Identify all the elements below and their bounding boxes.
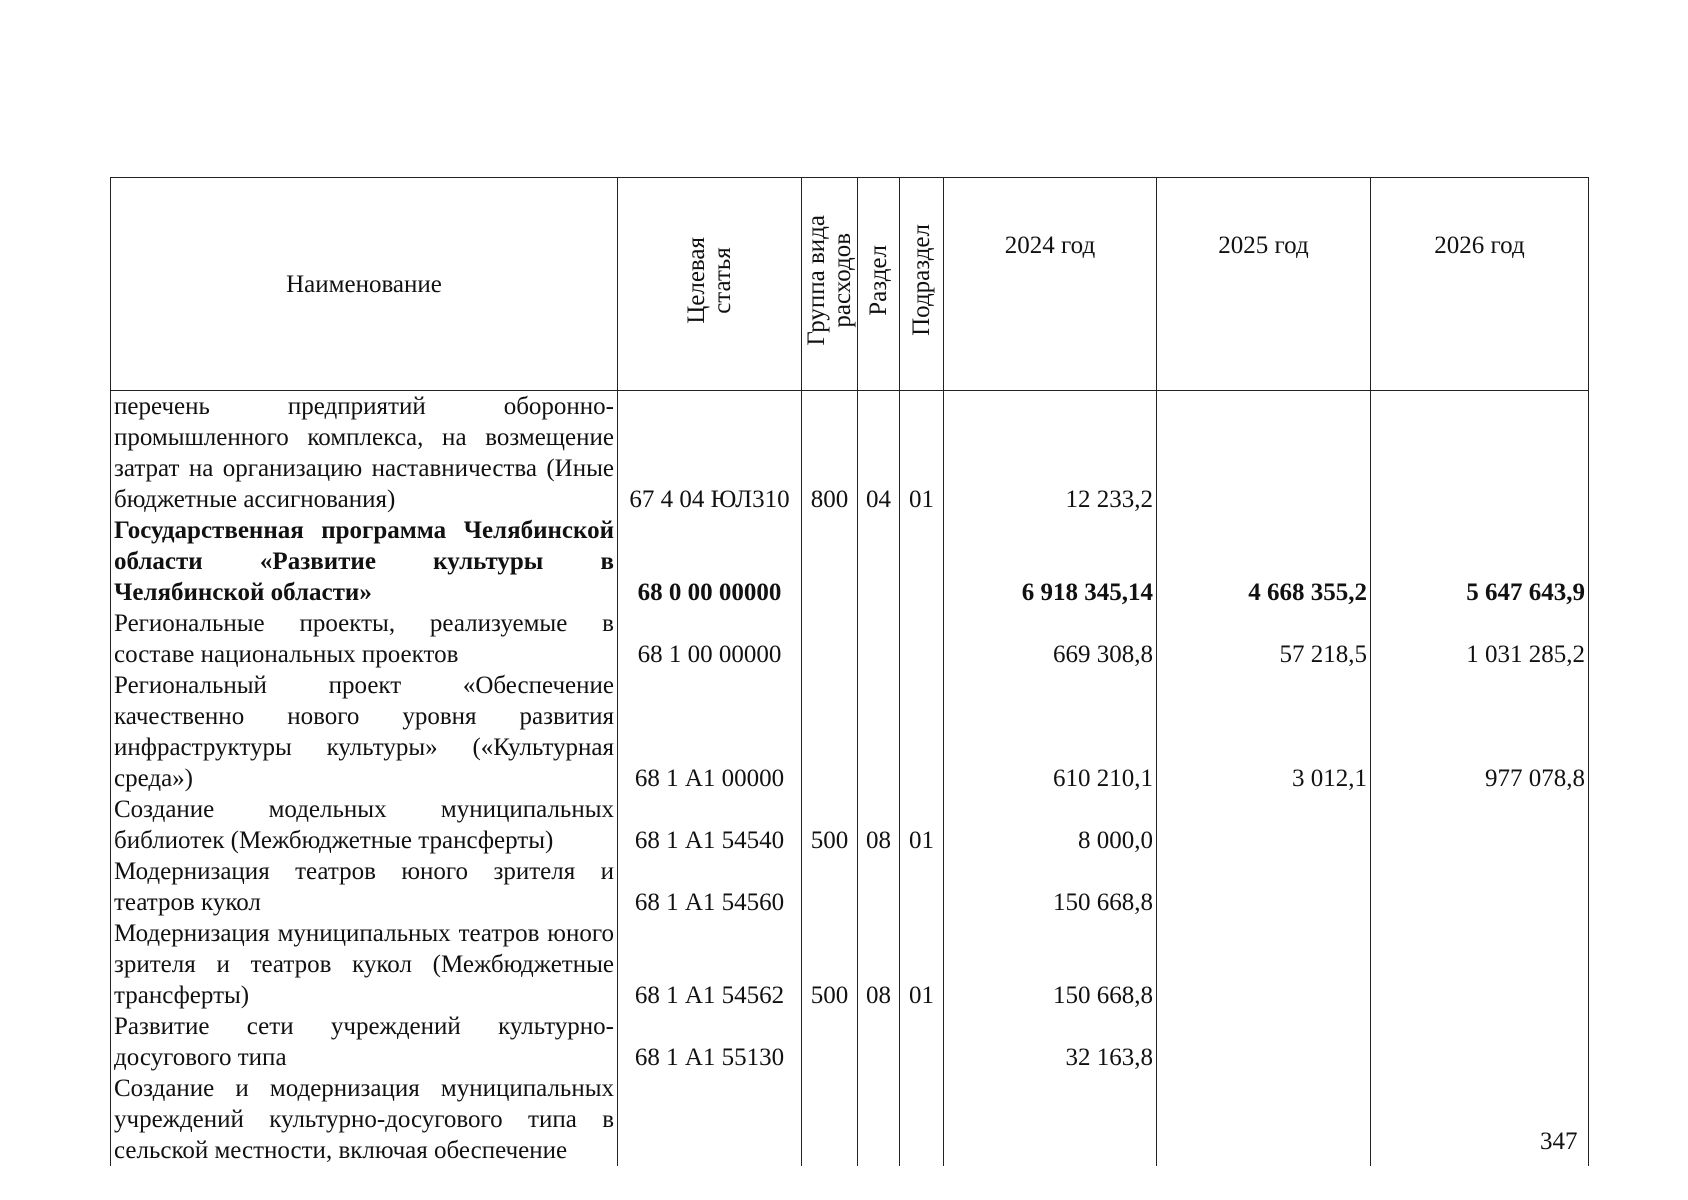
cell-2025 xyxy=(1157,1011,1371,1073)
cell-2024 xyxy=(944,1073,1157,1166)
cell-name: Региональный проект «Обеспечение качественно нового уровня развития инфраструктуры культуры» («Культурная среда») xyxy=(111,670,618,794)
cell-group xyxy=(802,1073,858,1166)
cell-section xyxy=(858,1073,900,1166)
cell-2025 xyxy=(1157,1073,1371,1166)
cell-group: 500 xyxy=(802,794,858,856)
cell-subsection: 01 xyxy=(900,391,944,516)
header-2026: 2026 год xyxy=(1371,178,1589,391)
cell-name: Развитие сети учреждений культурно-досугового типа xyxy=(111,1011,618,1073)
cell-target: 68 1 А1 54540 xyxy=(618,794,802,856)
cell-subsection: 01 xyxy=(900,918,944,1011)
table-row xyxy=(111,1011,1589,1073)
table-row xyxy=(111,391,1589,516)
cell-target: 67 4 04 ЮЛ310 xyxy=(618,391,802,516)
cell-2026: 5 647 643,9 xyxy=(1371,515,1589,608)
cell-subsection xyxy=(900,856,944,918)
page-number: 347 xyxy=(1540,1128,1578,1155)
table-row xyxy=(111,918,1589,1011)
header-target: Целевая статья xyxy=(618,178,802,391)
cell-2025 xyxy=(1157,918,1371,1011)
cell-2026 xyxy=(1371,856,1589,918)
cell-target: 68 1 А1 54560 xyxy=(618,856,802,918)
table-body xyxy=(111,391,1589,1167)
cell-group xyxy=(802,1011,858,1073)
cell-section: 08 xyxy=(858,918,900,1011)
cell-subsection xyxy=(900,608,944,670)
cell-subsection: 01 xyxy=(900,794,944,856)
cell-subsection xyxy=(900,670,944,794)
cell-target: 68 1 А1 54562 xyxy=(618,918,802,1011)
cell-2026 xyxy=(1371,391,1589,516)
cell-2024: 12 233,2 xyxy=(944,391,1157,516)
cell-group xyxy=(802,856,858,918)
cell-subsection xyxy=(900,1011,944,1073)
cell-name: Модернизация муниципальных театров юного зрителя и театров кукол (Межбюджетные трансферты) xyxy=(111,918,618,1011)
cell-2025 xyxy=(1157,856,1371,918)
table-row xyxy=(111,794,1589,856)
cell-group xyxy=(802,670,858,794)
cell-2024: 669 308,8 xyxy=(944,608,1157,670)
table-row xyxy=(111,515,1589,608)
cell-group: 800 xyxy=(802,391,858,516)
header-group: Группа вида расходов xyxy=(802,178,858,391)
cell-2024: 6 918 345,14 xyxy=(944,515,1157,608)
header-section: Раздел xyxy=(858,178,900,391)
cell-2026 xyxy=(1371,918,1589,1011)
cell-target: 68 1 00 00000 xyxy=(618,608,802,670)
cell-target: 68 1 А1 00000 xyxy=(618,670,802,794)
budget-table xyxy=(110,177,1589,1166)
cell-2024: 32 163,8 xyxy=(944,1011,1157,1073)
cell-2026: 1 031 285,2 xyxy=(1371,608,1589,670)
cell-group xyxy=(802,515,858,608)
cell-2024: 8 000,0 xyxy=(944,794,1157,856)
cell-2025: 3 012,1 xyxy=(1157,670,1371,794)
cell-target xyxy=(618,1073,802,1166)
cell-section xyxy=(858,515,900,608)
cell-target: 68 1 А1 55130 xyxy=(618,1011,802,1073)
cell-2026: 977 078,8 xyxy=(1371,670,1589,794)
cell-name: перечень предприятий оборонно-промышленного комплекса, на возмещение затрат на организацию наставничества (Иные бюджетные ассигнования) xyxy=(111,391,618,516)
cell-2025 xyxy=(1157,391,1371,516)
cell-section: 08 xyxy=(858,794,900,856)
cell-2024: 150 668,8 xyxy=(944,856,1157,918)
cell-group: 500 xyxy=(802,918,858,1011)
cell-subsection xyxy=(900,515,944,608)
cell-target: 68 0 00 00000 xyxy=(618,515,802,608)
cell-name: Модернизация театров юного зрителя и театров кукол xyxy=(111,856,618,918)
cell-2024: 610 210,1 xyxy=(944,670,1157,794)
table-header xyxy=(111,178,1589,391)
header-2024: 2024 год xyxy=(944,178,1157,391)
header-subsection: Подраздел xyxy=(900,178,944,391)
cell-group xyxy=(802,608,858,670)
cell-2025 xyxy=(1157,794,1371,856)
cell-2025: 57 218,5 xyxy=(1157,608,1371,670)
cell-name: Создание модельных муниципальных библиотек (Межбюджетные трансферты) xyxy=(111,794,618,856)
cell-subsection xyxy=(900,1073,944,1166)
cell-section xyxy=(858,856,900,918)
cell-2026 xyxy=(1371,794,1589,856)
cell-section: 04 xyxy=(858,391,900,516)
table-row xyxy=(111,608,1589,670)
table-row xyxy=(111,670,1589,794)
header-2025: 2025 год xyxy=(1157,178,1371,391)
cell-2026 xyxy=(1371,1011,1589,1073)
cell-name: Государственная программа Челябинской области «Развитие культуры в Челябинской области» xyxy=(111,515,618,608)
cell-section xyxy=(858,608,900,670)
cell-name: Региональные проекты, реализуемые в составе национальных проектов xyxy=(111,608,618,670)
table-row xyxy=(111,856,1589,918)
cell-name: Создание и модернизация муниципальных учреждений культурно-досугового типа в сельской местности, включая обеспечение xyxy=(111,1073,618,1166)
cell-2024: 150 668,8 xyxy=(944,918,1157,1011)
header-name: Наименование xyxy=(111,178,618,391)
cell-2025: 4 668 355,2 xyxy=(1157,515,1371,608)
table-row xyxy=(111,1073,1589,1166)
cell-section xyxy=(858,1011,900,1073)
cell-section xyxy=(858,670,900,794)
